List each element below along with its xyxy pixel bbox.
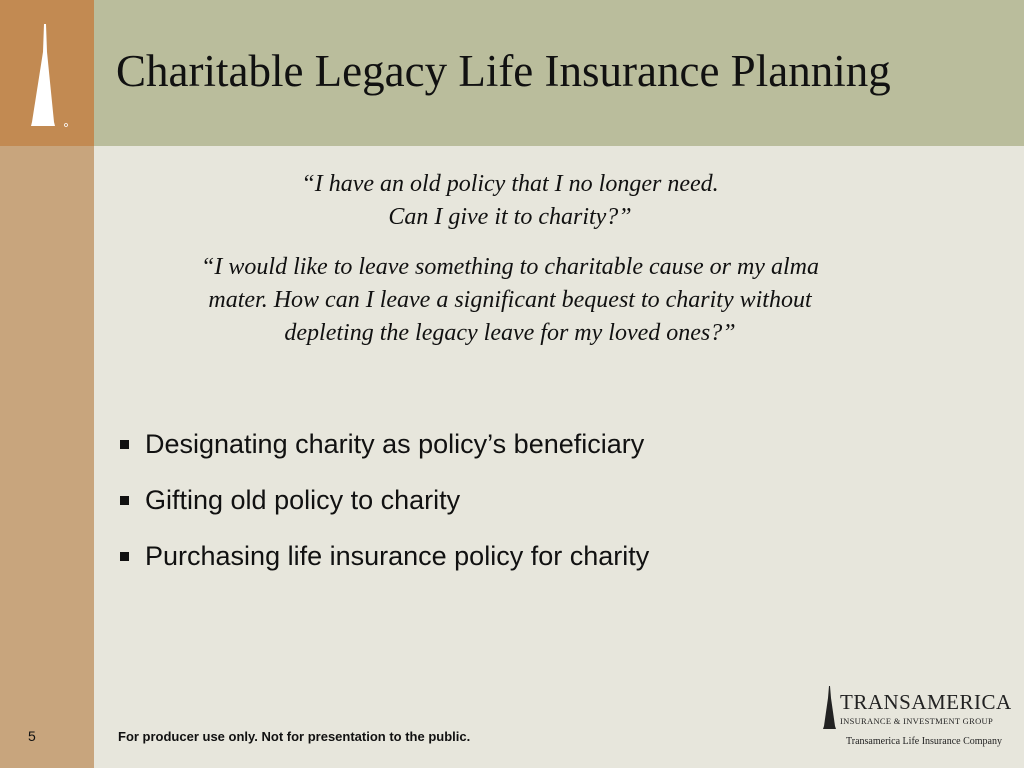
brand-name: TRANSAMERICA xyxy=(840,690,1012,714)
pyramid-tower-icon xyxy=(28,22,68,128)
brand-logo xyxy=(822,686,1012,750)
brand-group: INSURANCE & INVESTMENT GROUP xyxy=(840,716,993,726)
quote-line: mater. How can I leave a significant bequest to charity without xyxy=(208,287,812,313)
bullet-text: Gifting old policy to charity xyxy=(145,485,461,515)
quote-line: Can I give it to charity?” xyxy=(388,204,632,230)
bullet-item xyxy=(118,420,878,468)
square-bullet-icon xyxy=(120,496,129,505)
quote-line: “I would like to leave something to charitable cause or my alma xyxy=(201,254,819,280)
bullet-item xyxy=(118,476,878,524)
pyramid-tower-icon xyxy=(822,686,838,730)
square-bullet-icon xyxy=(120,440,129,449)
quote-2 xyxy=(110,251,910,350)
quotes-block xyxy=(110,168,910,350)
logo-box xyxy=(0,0,94,146)
quote-line: “I have an old policy that I no longer need. xyxy=(301,171,719,197)
bullet-item xyxy=(118,532,878,580)
bullet-text: Designating charity as policy’s beneficiary xyxy=(145,429,645,459)
square-bullet-icon xyxy=(120,552,129,561)
bullet-text: Purchasing life insurance policy for charity xyxy=(145,541,650,571)
page-number: 5 xyxy=(28,728,36,744)
slide-title: Charitable Legacy Life Insurance Planning xyxy=(116,46,891,96)
brand-company: Transamerica Life Insurance Company xyxy=(846,736,1002,747)
bullet-list xyxy=(118,420,878,588)
footer-disclaimer: For producer use only. Not for presentation to the public. xyxy=(118,729,471,744)
quote-1 xyxy=(110,168,910,234)
quote-line: depleting the legacy leave for my loved ones?” xyxy=(284,320,736,346)
